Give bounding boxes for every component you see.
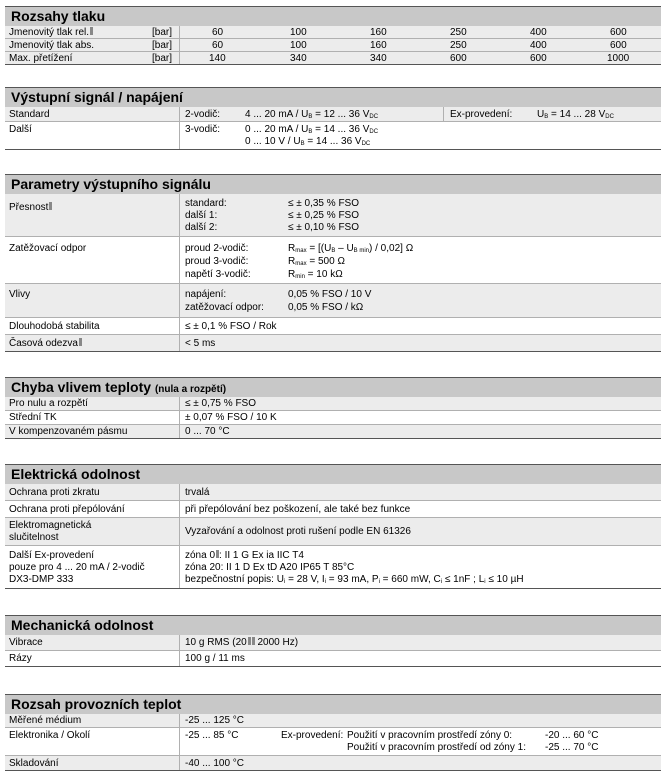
ex-label: Ex-provedení: xyxy=(281,730,344,741)
table-row xyxy=(5,635,661,651)
value: 250 xyxy=(450,40,467,51)
row-label: Ochrana proti zkratu xyxy=(9,487,100,498)
ellipsis-icon xyxy=(252,637,255,645)
table-row xyxy=(5,714,661,728)
ex-zone20: zóna 20: II 1 D Ex tD A20 IP65 T 85°C xyxy=(185,562,355,573)
table-row xyxy=(5,518,661,546)
table-row xyxy=(5,335,661,352)
row-label: DX3-DMP 333 xyxy=(9,574,74,585)
load-value: $R_{max} = [(U_B - U_{B min}) / 0,02]$ Ω xyxy=(288,243,414,254)
row-label: Jmenovitý tlak rel. xyxy=(9,27,93,38)
section-title: Elektrická odolnost xyxy=(11,466,141,482)
row-label: Rázy xyxy=(9,653,32,664)
value: 100 xyxy=(290,40,307,51)
table-row xyxy=(5,411,661,425)
response-value: < 5 ms xyxy=(185,338,216,349)
influence-value: 0,05 % FSO / kΩ xyxy=(288,302,364,313)
table-row xyxy=(5,756,661,771)
ex-line-value: -20 ... 60 °C xyxy=(545,730,599,741)
row-value: Vyzařování a odolnost proti rušení podle EN 61326 xyxy=(185,526,411,537)
table-row xyxy=(5,122,661,150)
row-value: -25 ... 85 °C xyxy=(185,730,239,741)
row-label: Zatěžovací odpor xyxy=(9,243,87,254)
ex-value: $U_B = 14$ ... 28 $V_{DC}$ xyxy=(537,109,614,120)
accuracy-key: další 2: xyxy=(185,222,218,233)
table-row xyxy=(5,52,661,65)
row-value: ± 0,07 % FSO / 10 K xyxy=(185,412,277,423)
row-label: Jmenovitý tlak abs. xyxy=(9,40,95,51)
ex-line-value: -25 ... 70 °C xyxy=(545,742,599,753)
value: 600 xyxy=(610,40,627,51)
value: 340 xyxy=(290,53,307,64)
table-row xyxy=(5,284,661,318)
row-label: Časová odezva xyxy=(9,338,82,349)
table-row xyxy=(5,501,661,518)
standard-value: 4 ... 20 mA / $U_B = 12$ ... 36 $V_{DC}$ xyxy=(245,109,379,120)
pressure-ranges-section xyxy=(5,6,661,65)
row-value: při přepólování bez poškození, ale také bez funkce xyxy=(185,504,411,515)
section-header xyxy=(5,694,661,714)
row-label: Elektronika / Okolí xyxy=(9,730,91,741)
row-label: Elektromagnetická xyxy=(9,520,92,531)
section-title: Mechanická odolnost xyxy=(11,617,154,633)
temp-error-section xyxy=(5,377,661,439)
section-header xyxy=(5,615,661,635)
row-label: Vibrace xyxy=(9,637,43,648)
row-value: ≤ ± 0,75 % FSO xyxy=(185,398,257,409)
value: 600 xyxy=(530,53,547,64)
output-signal-section xyxy=(5,87,661,150)
unit: [bar] xyxy=(152,40,173,51)
row-label: pouze pro 4 ... 20 mA / 2-vodič xyxy=(9,562,145,573)
load-key: proud 2-vodič: xyxy=(185,243,249,254)
row-value: 0 ... 70 °C xyxy=(185,426,230,437)
row-label: Pro nulu a rozpětí xyxy=(9,398,88,409)
table-row xyxy=(5,728,661,756)
row-value: -40 ... 100 °C xyxy=(185,758,245,769)
row-value: trvalá xyxy=(185,487,210,498)
other-value-1: 0 ... 20 mA / $U_B = 14$ ... 36 $V_{DC}$ xyxy=(245,124,379,135)
section-title: Rozsah provozních teplot xyxy=(11,696,182,712)
section-header xyxy=(5,464,661,484)
section-title: Chyba vlivem teploty (nula a rozpětí) xyxy=(11,379,227,395)
table-row xyxy=(5,26,661,39)
influence-key: zatěžovací odpor: xyxy=(185,302,264,313)
table-row xyxy=(5,194,661,237)
row-label: Ochrana proti přepólování xyxy=(9,504,125,515)
accuracy-value: ≤ ± 0,10 % FSO xyxy=(288,222,360,233)
value: 140 xyxy=(209,53,226,64)
value: 1000 xyxy=(607,53,630,64)
section-header xyxy=(5,6,661,26)
load-key: napětí 3-vodič: xyxy=(185,269,251,280)
influence-key: napájení: xyxy=(185,289,227,300)
row-label: Max. přetížení xyxy=(9,53,73,64)
mechanical-section xyxy=(5,615,661,667)
section-header xyxy=(5,174,661,194)
section-title: Výstupní signál / napájení xyxy=(11,89,183,105)
influence-value: 0,05 % FSO / 10 V xyxy=(288,289,372,300)
row-label: Skladování xyxy=(9,758,59,769)
accuracy-key: standard: xyxy=(185,198,227,209)
table-row xyxy=(5,397,661,411)
table-row xyxy=(5,318,661,335)
row-label: Standard xyxy=(9,109,50,120)
table-row xyxy=(5,651,661,667)
value: 160 xyxy=(370,40,387,51)
section-header xyxy=(5,377,661,397)
value: 100 xyxy=(290,27,307,38)
section-header xyxy=(5,87,661,107)
note-icon xyxy=(49,202,52,210)
section-title: Rozsahy tlaku xyxy=(11,8,106,24)
load-value: $R_{min} = 10$ kΩ xyxy=(288,269,343,280)
row-label: Měřené médium xyxy=(9,715,82,726)
accuracy-value: ≤ ± 0,25 % FSO xyxy=(288,210,360,221)
row-label: slučitelnost xyxy=(9,532,59,543)
note-icon xyxy=(90,27,93,35)
value: 600 xyxy=(610,27,627,38)
load-value: $R_{max} = 500$ Ω xyxy=(288,256,345,267)
value: 400 xyxy=(530,40,547,51)
table-row xyxy=(5,484,661,501)
unit: [bar] xyxy=(152,53,173,64)
row-label: Přesnost xyxy=(9,202,52,213)
ellipsis-icon xyxy=(248,637,251,645)
row-value: -25 ... 125 °C xyxy=(185,715,245,726)
table-row xyxy=(5,39,661,52)
accuracy-key: další 1: xyxy=(185,210,218,221)
accuracy-value: ≤ ± 0,35 % FSO xyxy=(288,198,360,209)
row-value: 10 g RMS (20 2000 Hz) xyxy=(185,637,299,648)
ex-line-text: Použití v pracovním prostředí zóny 0: xyxy=(347,730,513,741)
stability-value: ≤ ± 0,1 % FSO / Rok xyxy=(185,321,277,332)
wire-type: 3-vodič: xyxy=(185,124,221,135)
row-label: Další Ex-provedení xyxy=(9,550,95,561)
row-label: Dlouhodobá stabilita xyxy=(9,321,100,332)
value: 600 xyxy=(450,53,467,64)
table-row xyxy=(5,107,661,122)
value: 340 xyxy=(370,53,387,64)
electrical-section xyxy=(5,464,661,589)
ex-zone0: zóna 0 : II 1 G Ex ia IIC T4 xyxy=(185,550,304,561)
unit: [bar] xyxy=(152,27,173,38)
value: 400 xyxy=(530,27,547,38)
section-title: Parametry výstupního signálu xyxy=(11,176,211,192)
signal-params-section xyxy=(5,174,661,352)
table-row xyxy=(5,425,661,439)
value: 60 xyxy=(212,40,224,51)
ex-label: Ex-provedení: xyxy=(450,109,513,120)
note-icon xyxy=(79,338,82,346)
other-value-2: 0 ... 10 $V / U_B = 14$ ... 36 $V_{DC}$ xyxy=(245,136,371,147)
value: 250 xyxy=(450,27,467,38)
table-row xyxy=(5,546,661,589)
ex-line-text: Použití v pracovním prostředí od zóny 1: xyxy=(347,742,526,753)
row-value: 100 g / 11 ms xyxy=(185,653,245,664)
table-row xyxy=(5,237,661,284)
row-label: V kompenzovaném pásmu xyxy=(9,426,128,437)
row-label: Další xyxy=(9,124,32,135)
row-label: Vlivy xyxy=(9,289,31,300)
value: 60 xyxy=(212,27,224,38)
load-key: proud 3-vodič: xyxy=(185,256,249,267)
ex-safety: bezpečnostní popis: $U_i = 28$ V, $I_i = 93$ mA, $P_i = 660$ mW, $C_i \le 1nF$ ; $L_i \le 10$ µH xyxy=(185,574,524,585)
operating-temp-section xyxy=(5,694,661,771)
value: 160 xyxy=(370,27,387,38)
wire-type: 2-vodič: xyxy=(185,109,221,120)
row-label: Střední TK xyxy=(9,412,57,423)
